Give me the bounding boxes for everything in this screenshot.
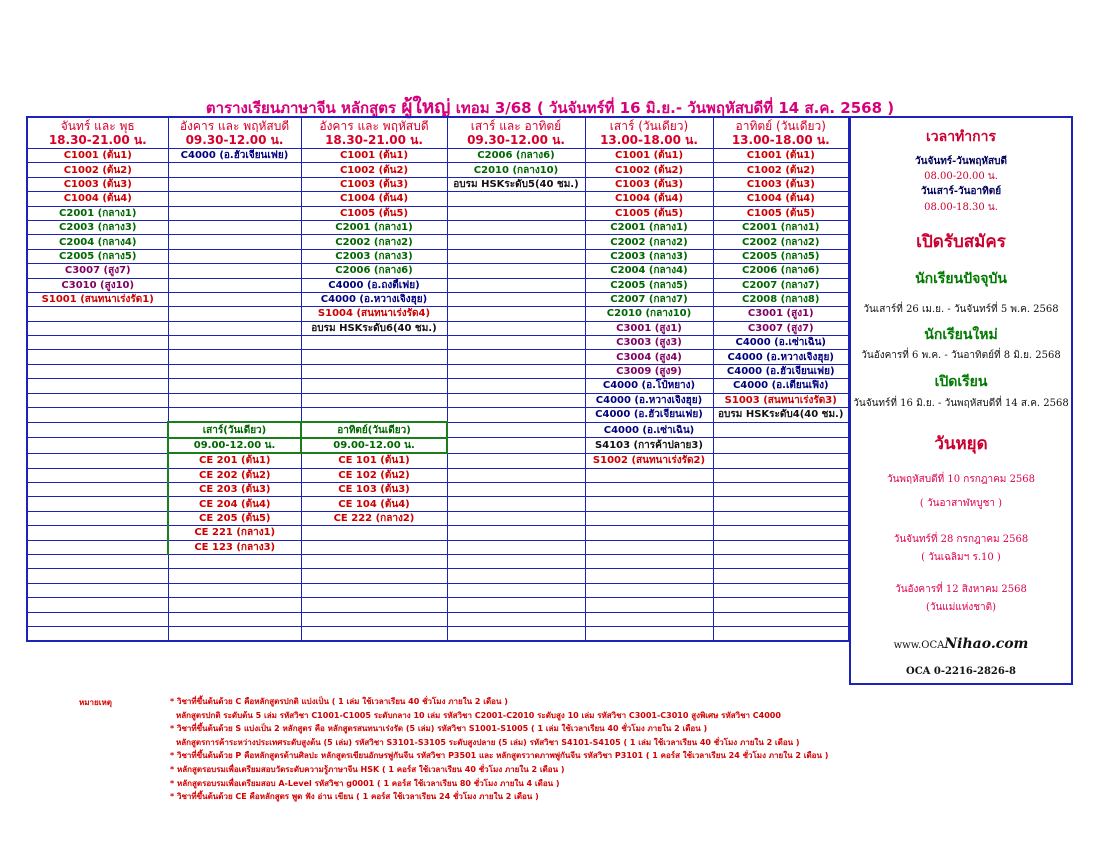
schedule-cell	[447, 482, 585, 496]
schedule-cell	[301, 583, 447, 597]
table-row	[27, 278, 849, 292]
weekday-time: 08.00-20.00 น.	[924, 171, 998, 182]
schedule-cell	[447, 554, 585, 568]
column-header	[168, 117, 301, 149]
schedule-cell: C2002 (กลาง2)	[301, 235, 447, 249]
schedule-cell: C3001 (สูง1)	[713, 307, 849, 321]
schedule-cell	[713, 511, 849, 525]
column-day: อาทิตย์ (วันเดียว)	[735, 119, 826, 133]
schedule-cell: 09.00-12.00 น.	[168, 438, 301, 453]
schedule-cell	[301, 540, 447, 554]
schedule-cell: C1004 (ต้น4)	[585, 192, 713, 206]
table-row	[27, 336, 849, 350]
schedule-cell: CE 104 (ต้น4)	[301, 497, 447, 511]
schedule-cell	[713, 540, 849, 554]
table-row	[27, 192, 849, 206]
schedule-cell	[447, 235, 585, 249]
table-row	[27, 292, 849, 306]
schedule-cell: อาทิตย์(วันเดียว)	[301, 422, 447, 437]
info-panel	[849, 116, 1073, 685]
open-registration-heading: เปิดรับสมัคร	[916, 232, 1006, 252]
column-header	[447, 117, 585, 149]
column-day: อังคาร และ พฤหัสบดี	[179, 119, 290, 133]
header-row	[27, 117, 849, 149]
column-header	[27, 117, 168, 149]
column-time: 18.30-21.00 น.	[325, 133, 423, 147]
new-students-dates: วันอังคารที่ 6 พ.ค. - วันอาทิตย์ที่ 8 มิ.ย. 2568	[861, 350, 1061, 361]
table-row	[27, 438, 849, 453]
schedule-cell: C2008 (กลาง8)	[713, 292, 849, 306]
schedule-cell: C1002 (ต้น2)	[27, 163, 168, 177]
schedule-cell: C4000 (อ.เตียนเฟิง)	[713, 379, 849, 393]
column-time: 09.30-12.00 น.	[467, 133, 565, 147]
schedule-cell	[27, 364, 168, 378]
schedule-cell: C4000 (อ.หวางเจิงฮุย)	[713, 350, 849, 364]
schedule-cell	[713, 497, 849, 511]
schedule-cell: CE 204 (ต้น4)	[168, 497, 301, 511]
schedule-cell	[585, 511, 713, 525]
schedule-cell	[168, 626, 301, 641]
table-row	[27, 554, 849, 568]
schedule-cell: C3007 (สูง7)	[27, 264, 168, 278]
schedule-cell	[27, 321, 168, 335]
schedule-cell	[27, 626, 168, 641]
table-row	[27, 453, 849, 468]
schedule-cell	[168, 206, 301, 220]
schedule-cell	[447, 408, 585, 423]
schedule-cell	[301, 408, 447, 423]
table-row	[27, 422, 849, 437]
schedule-cell	[713, 612, 849, 626]
holiday-3-date: วันอังคารที่ 12 สิงหาคม 2568	[895, 584, 1027, 595]
table-row	[27, 497, 849, 511]
website-prefix: www.OCA	[893, 640, 945, 651]
schedule-cell: CE 103 (ต้น3)	[301, 482, 447, 496]
schedule-cell	[447, 350, 585, 364]
schedule-cell: C4000 (อ.โป๋หยาง)	[585, 379, 713, 393]
schedule-cell: C1003 (ต้น3)	[27, 177, 168, 191]
schedule-cell	[447, 511, 585, 525]
schedule-cell	[27, 307, 168, 321]
schedule-cell	[713, 526, 849, 540]
note-line: หลักสูตรปกติ ระดับต้น 5 เล่ม รหัสวิชา C1001-C1005 ระดับกลาง 10 เล่ม รหัสวิชา C2001-C2010 ระดับสูง 10 เล่ม รหัสวิชา C3001-C3010 สูงพิเศษ รหัสวิชา C4000	[176, 710, 781, 720]
table-row	[27, 612, 849, 626]
weekend-label: วันเสาร์-วันอาทิตย์	[920, 186, 1002, 197]
schedule-cell: C3001 (สูง1)	[585, 321, 713, 335]
new-students-heading: นักเรียนใหม่	[924, 327, 998, 343]
schedule-cell: C4000 (อ.ถงตี้เฟย)	[301, 278, 447, 292]
schedule-cell: C2003 (กลาง3)	[585, 249, 713, 263]
schedule-cell: C3007 (สูง7)	[713, 321, 849, 335]
schedule-cell	[713, 468, 849, 482]
table-row	[27, 177, 849, 191]
schedule-cell	[27, 540, 168, 554]
schedule-cell: C2002 (กลาง2)	[713, 235, 849, 249]
schedule-cell	[301, 526, 447, 540]
schedule-cell: C1002 (ต้น2)	[713, 163, 849, 177]
table-row	[27, 264, 849, 278]
schedule-cell	[447, 278, 585, 292]
schedule-cell: C2010 (กลาง10)	[585, 307, 713, 321]
schedule-cell: อบรม HSKระดับ4(40 ชม.)	[713, 408, 849, 423]
schedule-cell	[447, 453, 585, 468]
holiday-2-name: ( วันเฉลิมฯ ร.10 )	[921, 552, 1001, 563]
schedule-cell: C2004 (กลาง4)	[27, 235, 168, 249]
column-header	[585, 117, 713, 149]
schedule-cell	[27, 350, 168, 364]
schedule-cell	[447, 307, 585, 321]
schedule-cell	[585, 468, 713, 482]
schedule-cell	[168, 408, 301, 423]
column-time: 13.00-18.00 น.	[731, 133, 830, 147]
phone-number: OCA 0-2216-2826-8	[906, 666, 1016, 677]
table-row	[27, 249, 849, 263]
schedule-cell	[168, 336, 301, 350]
schedule-cell	[585, 526, 713, 540]
schedule-cell	[27, 393, 168, 407]
table-row	[27, 235, 849, 249]
schedule-cell	[447, 364, 585, 378]
schedule-table	[26, 116, 850, 642]
note-line: * หลักสูตรอบรมเพื่อเตรียมสอบ A-Level รหัสวิชา g0001 ( 1 คอร์ส ใช้เวลาเรียน 80 ชั่วโมง ภายใน 4 เดือน )	[170, 778, 560, 788]
schedule-cell	[27, 598, 168, 612]
schedule-cell: CE 222 (กลาง2)	[301, 511, 447, 525]
schedule-cell: C3009 (สูง9)	[585, 364, 713, 378]
schedule-cell: C2001 (กลาง1)	[27, 206, 168, 220]
schedule-cell: C4000 (อ.เซ่าเฉิน)	[585, 422, 713, 437]
column-day: เสาร์ (วันเดียว)	[609, 119, 689, 133]
weekday-label: วันจันทร์-วันพฤหัสบดี	[915, 156, 1007, 167]
schedule-cell	[585, 612, 713, 626]
schedule-cell	[168, 554, 301, 568]
column-day: เสาร์ และ อาทิตย์	[470, 119, 562, 133]
schedule-cell	[301, 554, 447, 568]
schedule-cell	[301, 598, 447, 612]
note-line: * หลักสูตรอบรมเพื่อเตรียมสอบวัดระดับความรู้ภาษาจีน HSK ( 1 คอร์ส ใช้เวลาเรียน 40 ชั่วโมง ภายใน 2 เดือน )	[170, 764, 565, 774]
table-row	[27, 569, 849, 583]
schedule-cell	[585, 540, 713, 554]
schedule-cell	[27, 438, 168, 453]
schedule-cell	[168, 583, 301, 597]
table-row	[27, 220, 849, 234]
schedule-cell: C2007 (กลาง7)	[713, 278, 849, 292]
table-row	[27, 321, 849, 335]
schedule-cell	[713, 598, 849, 612]
table-row	[27, 468, 849, 482]
holiday-3-name: (วันแม่แห่งชาติ)	[925, 602, 997, 613]
schedule-cell: เสาร์(วันเดียว)	[168, 422, 301, 437]
schedule-cell: C2006 (กลาง6)	[301, 264, 447, 278]
schedule-cell	[168, 235, 301, 249]
schedule-cell: C1005 (ต้น5)	[301, 206, 447, 220]
schedule-cell	[447, 292, 585, 306]
column-day: จันทร์ และ พุธ	[60, 119, 135, 133]
table-row	[27, 307, 849, 321]
schedule-cell	[713, 626, 849, 641]
schedule-cell: C2002 (กลาง2)	[585, 235, 713, 249]
schedule-cell	[168, 321, 301, 335]
notes	[170, 695, 1070, 804]
schedule-cell	[168, 598, 301, 612]
schedule-cell: C2007 (กลาง7)	[585, 292, 713, 306]
schedule-cell: C1001 (ต้น1)	[585, 149, 713, 163]
class-start-dates: วันจันทร์ที่ 16 มิ.ย. - วันพฤหัสบดีที่ 14 ส.ค. 2568	[853, 398, 1069, 409]
schedule-cell: C1002 (ต้น2)	[301, 163, 447, 177]
schedule-cell	[27, 408, 168, 423]
note-line: * วิชาที่ขึ้นต้นด้วย S แบ่งเป็น 2 หลักสูตร คือ หลักสูตรสนทนาเร่งรัด (5 เล่ม) รหัสวิชา S1001-S1005 ( 1 เล่ม ใช้เวลาเรียน 40 ชั่วโมง ภายใน 2 เดือน )	[170, 724, 708, 734]
schedule-cell	[27, 379, 168, 393]
schedule-cell	[301, 379, 447, 393]
schedule-cell: CE 201 (ต้น1)	[168, 453, 301, 468]
schedule-cell	[168, 379, 301, 393]
schedule-cell: S1002 (สนทนาเร่งรัด2)	[585, 453, 713, 468]
schedule-cell	[585, 583, 713, 597]
schedule-cell	[447, 612, 585, 626]
schedule-cell	[168, 177, 301, 191]
table-row	[27, 540, 849, 554]
holiday-1-date: วันพฤหัสบดีที่ 10 กรกฎาคม 2568	[886, 474, 1036, 485]
schedule-cell: C2001 (กลาง1)	[713, 220, 849, 234]
schedule-cell: S1004 (สนทนาเร่งรัด4)	[301, 307, 447, 321]
schedule-cell: CE 123 (กลาง3)	[168, 540, 301, 554]
current-students-heading: นักเรียนปัจจุบัน	[915, 271, 1007, 287]
table-row	[27, 206, 849, 220]
schedule-cell: C4000 (อ.เซ่าเฉิน)	[713, 336, 849, 350]
schedule-cell: C2005 (กลาง5)	[713, 249, 849, 263]
schedule-cell: C1001 (ต้น1)	[27, 149, 168, 163]
schedule-cell	[585, 569, 713, 583]
title-emphasis: ผู้ใหญ่	[401, 96, 451, 118]
schedule-cell: อบรม HSKระดับ6(40 ชม.)	[301, 321, 447, 335]
schedule-cell	[713, 583, 849, 597]
schedule-cell	[301, 364, 447, 378]
schedule-cell: C4000 (อ.หวางเจิงฮุย)	[301, 292, 447, 306]
schedule-cell: C3010 (สูง10)	[27, 278, 168, 292]
schedule-cell	[447, 468, 585, 482]
column-header	[713, 117, 849, 149]
schedule-cell	[447, 626, 585, 641]
table-row	[27, 149, 849, 163]
table-row	[27, 526, 849, 540]
schedule-cell: S4103 (การค้าปลาย3)	[585, 438, 713, 453]
schedule-cell	[713, 438, 849, 453]
schedule-cell	[168, 307, 301, 321]
table-row	[27, 408, 849, 423]
schedule-cell: C2006 (กลาง6)	[713, 264, 849, 278]
weekend-time: 08.00-18.30 น.	[924, 202, 998, 213]
schedule-cell: CE 101 (ต้น1)	[301, 453, 447, 468]
schedule-cell: C4000 (อ.ฮัวเจียนเฟย)	[713, 364, 849, 378]
schedule-cell	[301, 626, 447, 641]
schedule-cell	[447, 206, 585, 220]
title-prefix: ตารางเรียนภาษาจีน หลักสูตร	[205, 99, 397, 117]
office-hours-title: เวลาทำการ	[925, 129, 997, 145]
schedule-cell	[27, 336, 168, 350]
schedule-cell	[301, 612, 447, 626]
schedule-cell: C4000 (อ.ฮัวเจียนเฟย)	[585, 408, 713, 423]
table-row	[27, 163, 849, 177]
schedule-cell: C2001 (กลาง1)	[301, 220, 447, 234]
holiday-heading: วันหยุด	[934, 434, 988, 454]
schedule-cell: C3003 (สูง3)	[585, 336, 713, 350]
schedule-cell	[447, 264, 585, 278]
schedule-cell: CE 221 (กลาง1)	[168, 526, 301, 540]
column-header	[301, 117, 447, 149]
schedule-cell: C1004 (ต้น4)	[713, 192, 849, 206]
schedule-cell: C1001 (ต้น1)	[713, 149, 849, 163]
schedule-cell	[447, 321, 585, 335]
schedule-cell	[447, 526, 585, 540]
schedule-cell	[585, 626, 713, 641]
notes-heading: หมายเหตุ	[79, 698, 112, 707]
schedule-cell: C2003 (กลาง3)	[301, 249, 447, 263]
schedule-cell	[27, 453, 168, 468]
schedule-cell: C1004 (ต้น4)	[27, 192, 168, 206]
schedule-cell: C1002 (ต้น2)	[585, 163, 713, 177]
table-row	[27, 511, 849, 525]
column-day: อังคาร และ พฤหัสบดี	[319, 119, 429, 133]
schedule-cell: S1001 (สนทนาเร่งรัด1)	[27, 292, 168, 306]
schedule-cell	[447, 192, 585, 206]
schedule-cell	[713, 422, 849, 437]
schedule-cell	[447, 497, 585, 511]
schedule-cell	[585, 598, 713, 612]
note-line: * วิชาที่ขึ้นต้นด้วย C คือหลักสูตรปกติ แบ่งเป็น ( 1 เล่ม ใช้เวลาเรียน 40 ชั่วโมง ภายใน 2 เดือน )	[170, 697, 508, 706]
schedule-cell	[27, 422, 168, 437]
schedule-cell	[168, 278, 301, 292]
table-row	[27, 482, 849, 496]
table-row	[27, 379, 849, 393]
schedule-cell	[168, 264, 301, 278]
schedule-cell	[301, 393, 447, 407]
schedule-cell	[447, 393, 585, 407]
schedule-cell: CE 203 (ต้น3)	[168, 482, 301, 496]
schedule-cell	[447, 569, 585, 583]
schedule-cell	[585, 497, 713, 511]
website[interactable]	[851, 636, 1071, 652]
column-time: 18.30-21.00 น.	[48, 133, 147, 147]
schedule-cell: C2006 (กลาง6)	[447, 149, 585, 163]
schedule-cell	[168, 612, 301, 626]
schedule-cell	[585, 554, 713, 568]
schedule-cell: C2005 (กลาง5)	[27, 249, 168, 263]
schedule-cell	[447, 422, 585, 437]
schedule-cell: C1005 (ต้น5)	[713, 206, 849, 220]
schedule-cell: C4000 (อ.ฮัวเจียนเฟย)	[168, 149, 301, 163]
schedule-cell	[585, 482, 713, 496]
schedule-cell: CE 102 (ต้น2)	[301, 468, 447, 482]
schedule-cell	[447, 438, 585, 453]
schedule-cell	[27, 482, 168, 496]
schedule-cell: C2010 (กลาง10)	[447, 163, 585, 177]
schedule-cell	[27, 583, 168, 597]
schedule-cell	[168, 569, 301, 583]
schedule-cell: C1005 (ต้น5)	[585, 206, 713, 220]
schedule-cell: C2001 (กลาง1)	[585, 220, 713, 234]
schedule-cell	[713, 453, 849, 468]
table-row	[27, 393, 849, 407]
schedule-cell: CE 202 (ต้น2)	[168, 468, 301, 482]
schedule-cell	[27, 554, 168, 568]
schedule-cell	[447, 540, 585, 554]
schedule-cell	[168, 220, 301, 234]
schedule-cell	[301, 569, 447, 583]
note-line: * วิชาที่ขึ้นต้นด้วย CE คือหลักสูตร พูด ฟัง อ่าน เขียน ( 1 คอร์ส ใช้เวลาเรียน 24 ชั่วโมง ภายใน 2 เดือน )	[170, 792, 539, 802]
schedule-cell	[447, 583, 585, 597]
schedule-cell: C4000 (อ.หวางเจิงฮุย)	[585, 393, 713, 407]
schedule-cell	[713, 569, 849, 583]
schedule-cell	[447, 249, 585, 263]
table-row	[27, 598, 849, 612]
schedule-cell: C1003 (ต้น3)	[585, 177, 713, 191]
schedule-cell	[168, 350, 301, 364]
schedule-cell	[301, 336, 447, 350]
schedule-cell	[27, 569, 168, 583]
schedule-cell	[27, 612, 168, 626]
schedule-cell	[713, 482, 849, 496]
schedule-cell	[168, 292, 301, 306]
schedule-cell: C1001 (ต้น1)	[301, 149, 447, 163]
schedule-cell: CE 205 (ต้น5)	[168, 511, 301, 525]
column-time: 09.30-12.00 น.	[185, 133, 284, 147]
schedule-cell: C2003 (กลาง3)	[27, 220, 168, 234]
table-row	[27, 626, 849, 641]
schedule-cell: C1003 (ต้น3)	[301, 177, 447, 191]
schedule-cell	[168, 364, 301, 378]
holiday-1-name: ( วันอาสาฬหบูชา )	[919, 498, 1003, 509]
table-row	[27, 350, 849, 364]
current-students-dates: วันเสาร์ที่ 26 เม.ย. - วันจันทร์ที่ 5 พ.ค. 2568	[863, 304, 1059, 315]
title-suffix: เทอม 3/68 ( วันจันทร์ที่ 16 มิ.ย.- วันพฤหัสบดีที่ 14 ส.ค. 2568 )	[455, 99, 895, 117]
schedule-cell	[168, 163, 301, 177]
schedule-cell: S1003 (สนทนาเร่งรัด3)	[713, 393, 849, 407]
schedule-cell: 09.00-12.00 น.	[301, 438, 447, 453]
schedule-cell	[27, 497, 168, 511]
schedule-cell	[168, 249, 301, 263]
website-logo: Nihao.com	[944, 636, 1029, 652]
schedule-cell	[168, 192, 301, 206]
schedule-cell	[301, 350, 447, 364]
schedule-cell	[447, 379, 585, 393]
note-line: หลักสูตรการค้าระหว่างประเทศระดับสูงต้น (5 เล่ม) รหัสวิชา S3101-S3105 ระดับสูงปลาย (5 เล่ม) รหัสวิชา S4101-S4105 ( 1 เล่ม ใช้เวลาเรียน 40 ชั่วโมง ภายใน 2 เดือน )	[176, 737, 800, 747]
holiday-2-date: วันจันทร์ที่ 28 กรกฎาคม 2568	[893, 534, 1029, 545]
schedule-cell: C1004 (ต้น4)	[301, 192, 447, 206]
schedule-cell	[447, 336, 585, 350]
table-row	[27, 583, 849, 597]
schedule-cell: C2005 (กลาง5)	[585, 278, 713, 292]
schedule-cell: C2004 (กลาง4)	[585, 264, 713, 278]
note-line: * วิชาที่ขึ้นต้นด้วย P คือหลักสูตรด้านศิลปะ หลักสูตรเขียนอักษรพู่กันจีน รหัสวิชา P3501 และ หลักสูตรวาดภาพพู่กันจีน รหัสวิชา P3101 ( 1 คอร์ส ใช้เวลาเรียน 24 ชั่วโมง ภายใน 2 เดือน )	[170, 751, 829, 761]
schedule-cell	[447, 220, 585, 234]
table-row	[27, 364, 849, 378]
schedule-cell: C3004 (สูง4)	[585, 350, 713, 364]
schedule-cell	[713, 554, 849, 568]
schedule-cell: C1003 (ต้น3)	[713, 177, 849, 191]
class-start-heading: เปิดเรียน	[934, 374, 988, 390]
schedule-cell	[27, 511, 168, 525]
schedule-cell	[447, 598, 585, 612]
schedule-cell: อบรม HSKระดับ5(40 ชม.)	[447, 177, 585, 191]
schedule-cell	[168, 393, 301, 407]
schedule-cell	[27, 526, 168, 540]
column-time: 13.00-18.00 น.	[600, 133, 698, 147]
schedule-cell	[27, 468, 168, 482]
